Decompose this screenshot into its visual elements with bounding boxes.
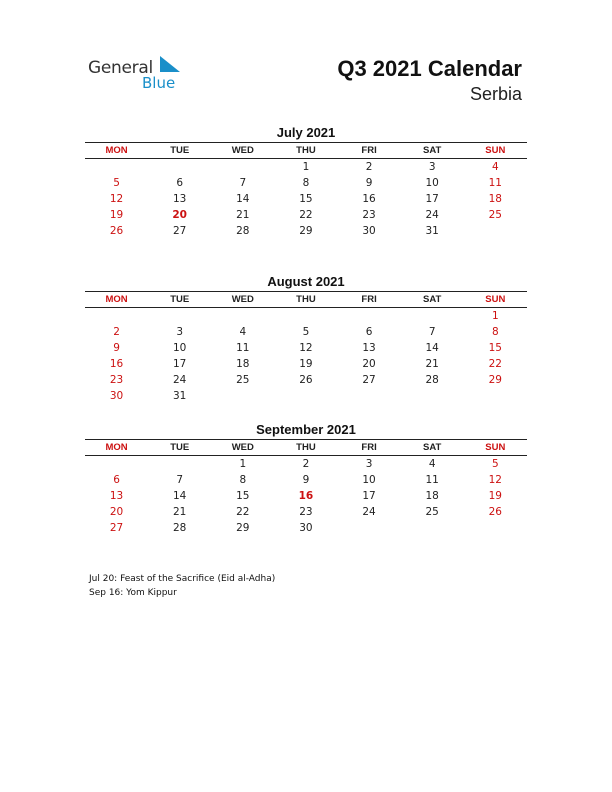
country-name: Serbia [469,84,522,104]
weekday-label: MON [105,442,128,453]
day-cell: 2 [113,326,120,338]
weekday-header-row [85,291,527,308]
week-row [85,207,527,223]
day-cell: 23 [299,506,313,518]
week-row [85,308,527,324]
month-title: September 2021 [256,422,356,437]
day-cell: 21 [236,209,250,221]
day-cell: 24 [362,506,376,518]
day-cell: 4 [491,161,499,173]
day-cell: 22 [236,506,250,518]
day-cell: 7 [428,326,436,338]
weekday-label: TUE [170,294,190,305]
day-cell: 17 [425,193,439,205]
weekday-label: THU [296,442,316,453]
day-cell: 12 [299,342,313,354]
day-cell: 18 [236,358,250,370]
week-row [85,388,527,404]
week-row [85,223,527,239]
day-cell: 31 [173,390,187,402]
week-row [85,520,527,536]
day-cell: 27 [173,225,187,237]
weekday-header-row [85,439,527,456]
day-cell: 14 [236,193,250,205]
month-block [85,273,527,404]
day-cell: 26 [488,506,502,518]
day-cell: 16 [298,490,314,502]
day-cell: 26 [299,374,313,386]
day-cell: 28 [236,225,250,237]
weekday-label: MON [105,294,128,305]
weekday-label: SUN [485,294,506,305]
day-cell: 12 [109,193,124,205]
weekday-label: THU [296,145,316,156]
day-cell: 28 [425,374,439,386]
weekday-label: SUN [485,442,506,453]
weekday-label: SAT [423,294,442,305]
weekday-label: FRI [361,294,377,305]
day-cell: 9 [365,177,373,189]
day-cell: 19 [299,358,313,370]
day-cell: 1 [302,161,310,173]
day-cell: 6 [113,474,120,486]
weekday-label: MON [105,145,128,156]
day-cell: 9 [113,342,120,354]
day-cell: 3 [428,161,436,173]
day-cell: 22 [299,209,313,221]
week-row [85,372,527,388]
day-cell: 21 [425,358,439,370]
day-cell: 4 [428,458,436,470]
month-title: August 2021 [267,274,345,289]
day-cell: 7 [239,177,247,189]
day-cell: 25 [236,374,250,386]
day-cell: 28 [173,522,187,534]
day-cell: 30 [109,390,124,402]
day-cell: 19 [488,490,502,502]
day-cell: 11 [236,342,250,354]
day-cell: 30 [362,225,376,237]
weekday-label: FRI [361,145,377,156]
day-cell: 18 [488,193,502,205]
weekday-label: WED [231,294,254,305]
day-cell: 10 [173,342,187,354]
day-cell: 25 [488,209,502,221]
day-cell: 1 [491,310,499,322]
day-cell: 15 [299,193,313,205]
day-cell: 29 [236,522,250,534]
logo-blue-text: Blue [142,74,176,92]
day-cell: 8 [302,177,310,189]
day-cell: 26 [109,225,124,237]
day-cell: 11 [425,474,439,486]
day-cell: 29 [299,225,313,237]
day-cell: 14 [173,490,187,502]
day-cell: 10 [425,177,439,189]
holiday-note: Jul 20: Feast of the Sacrifice (Eid al-Adha) [89,574,276,584]
day-cell: 5 [302,326,310,338]
day-cell: 23 [362,209,376,221]
day-cell: 13 [173,193,187,205]
day-cell: 5 [491,458,499,470]
week-row [85,159,527,175]
week-row [85,504,527,520]
day-cell: 21 [173,506,187,518]
weekday-label: THU [296,294,316,305]
month-title: July 2021 [276,125,336,140]
day-cell: 24 [425,209,439,221]
logo-triangle-icon [160,56,180,74]
day-cell: 5 [113,177,120,189]
holiday-note: Sep 16: Yom Kippur [89,588,177,598]
day-cell: 2 [302,458,310,470]
week-row [85,175,527,191]
day-cell: 14 [425,342,439,354]
week-row [85,488,527,504]
day-cell: 17 [173,358,187,370]
week-row [85,191,527,207]
weekday-label: WED [231,442,254,453]
day-cell: 16 [109,358,124,370]
holiday-notes [89,572,275,600]
weekday-header-row [85,142,527,159]
day-cell: 12 [488,474,502,486]
day-cell: 3 [365,458,373,470]
month-block [85,421,527,536]
day-cell: 23 [109,374,124,386]
day-cell: 19 [109,209,124,221]
day-cell: 27 [362,374,376,386]
day-cell: 30 [299,522,313,534]
day-cell: 4 [239,326,247,338]
day-cell: 27 [109,522,124,534]
day-cell: 10 [362,474,376,486]
week-row [85,340,527,356]
logo-general-text: General [88,58,153,78]
week-row [85,456,527,472]
logo [88,56,198,96]
weekday-label: SUN [485,145,506,156]
day-cell: 15 [236,490,250,502]
day-cell: 25 [425,506,439,518]
week-row [85,356,527,372]
day-cell: 31 [425,225,439,237]
day-cell: 6 [176,177,184,189]
day-cell: 16 [362,193,376,205]
day-cell: 20 [172,209,187,221]
weekday-label: FRI [361,442,377,453]
day-cell: 24 [173,374,187,386]
month-block [85,124,527,239]
weekday-label: TUE [170,442,190,453]
day-cell: 8 [239,474,247,486]
day-cell: 2 [365,161,373,173]
day-cell: 3 [176,326,184,338]
day-cell: 13 [109,490,124,502]
day-cell: 17 [362,490,376,502]
day-cell: 13 [362,342,376,354]
week-row [85,324,527,340]
weekday-label: SAT [423,442,442,453]
day-cell: 20 [109,506,124,518]
day-cell: 9 [302,474,310,486]
weekday-label: WED [231,145,254,156]
day-cell: 8 [491,326,499,338]
day-cell: 15 [488,342,502,354]
page-title: Q3 2021 Calendar [337,56,522,81]
day-cell: 1 [239,458,247,470]
weekday-label: SAT [423,145,442,156]
day-cell: 29 [488,374,502,386]
weekday-label: TUE [170,145,190,156]
day-cell: 7 [176,474,184,486]
week-row [85,472,527,488]
day-cell: 22 [488,358,502,370]
day-cell: 18 [425,490,439,502]
day-cell: 11 [488,177,502,189]
day-cell: 6 [365,326,373,338]
day-cell: 20 [362,358,376,370]
